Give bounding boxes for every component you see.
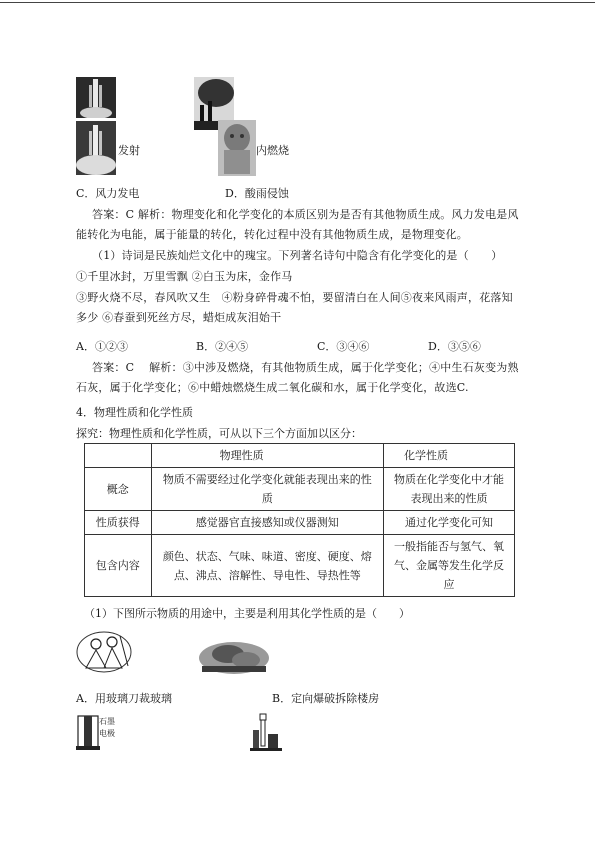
page-top-rule xyxy=(0,2,595,3)
graphite-label: 石墨 xyxy=(99,717,115,726)
section-title: 4．物理性质和化学性质 xyxy=(76,406,193,419)
option-d: D．酸雨侵蚀 xyxy=(225,187,289,200)
poem-lines-1: ①千里冰封，万里雪飘 ②白玉为床，金作马 xyxy=(76,270,293,283)
engine-caption: 内燃烧 xyxy=(256,144,289,157)
poem-option-c: C．③④⑥ xyxy=(317,340,370,353)
table-cell: 通过化学变化可知 xyxy=(384,511,515,535)
section-intro: 探究：物理性质和化学性质，可从以下三个方面加以区分： xyxy=(76,427,362,440)
poem-answer: 答案：C 解析：③中涉及燃烧，有其他物质生成，属于化学变化；④中生石灰变为熟石灰，属于化学变化；⑥中蜡烛燃烧生成二氧化碳和水，属于化学变化，故选C. xyxy=(76,361,519,394)
table-cell: 物质在化学变化中才能表现出来的性质 xyxy=(384,468,515,511)
poem-option-b: B．②④⑤ xyxy=(196,340,249,353)
table-row xyxy=(85,511,515,535)
option-c: C．风力发电 xyxy=(76,187,140,200)
poem-lines-2: ③野火烧不尽，春风吹又生 ④粉身碎骨魂不怕，要留清白在人间⑤夜来风雨声，花落知多少 ⑥春蚕到死丝方尽，蜡炬成灰泪始干 xyxy=(76,291,513,324)
table-cell: 感觉器官直接感知或仪器测知 xyxy=(151,511,383,535)
table-header-cell: 化学性质 xyxy=(384,444,515,468)
table-header-cell: 物理性质 xyxy=(151,444,383,468)
lab-apparatus-image xyxy=(250,712,282,752)
table-cell: 包含内容 xyxy=(85,535,152,597)
stone-statue-image xyxy=(218,120,256,176)
table-cell: 物质不需要经过化学变化就能表现出来的性质 xyxy=(151,468,383,511)
answer-wind-power: 答案：C 解析：物理变化和化学变化的本质区别为是否有其他物质生成。风力发电是风能转化为电能，属于能量的转化，转化过程中没有其他物质生成，是物理变化。 xyxy=(76,208,519,241)
poem-question-stem: （1）诗词是民族灿烂文化中的瑰宝。下列著名诗句中隐含有化学变化的是（ ） xyxy=(92,249,503,262)
usage-question-stem: （1）下图所示物质的用途中，主要是利用其化学性质的是（ ） xyxy=(84,607,410,620)
table-cell: 概念 xyxy=(85,468,152,511)
rocket-launch-image xyxy=(76,121,116,175)
usage-option-a: A．用玻璃刀裁玻璃 xyxy=(76,692,172,705)
poem-option-d: D．③⑤⑥ xyxy=(428,340,481,353)
table-cell: 性质获得 xyxy=(85,511,152,535)
table-cell: 一般指能否与氢气、氧气、金属等发生化学反应 xyxy=(384,535,515,597)
table-header-cell xyxy=(85,444,152,468)
poem-option-a: A．①②③ xyxy=(76,340,128,353)
table-row xyxy=(85,468,515,511)
graphite-label: 电极 xyxy=(99,729,115,738)
properties-table xyxy=(84,443,515,597)
rocket-launch-image xyxy=(76,77,116,118)
usage-option-b: B．定向爆破拆除楼房 xyxy=(272,692,380,705)
glass-cutting-image xyxy=(76,628,132,674)
launch-caption: 发射 xyxy=(118,144,140,157)
table-row xyxy=(85,535,515,597)
building-demolition-image xyxy=(198,640,270,676)
table-cell: 颜色、状态、气味、味道、密度、硬度、熔点、沸点、溶解性、导电性、导热性等 xyxy=(151,535,383,597)
table-header-row xyxy=(85,444,515,468)
